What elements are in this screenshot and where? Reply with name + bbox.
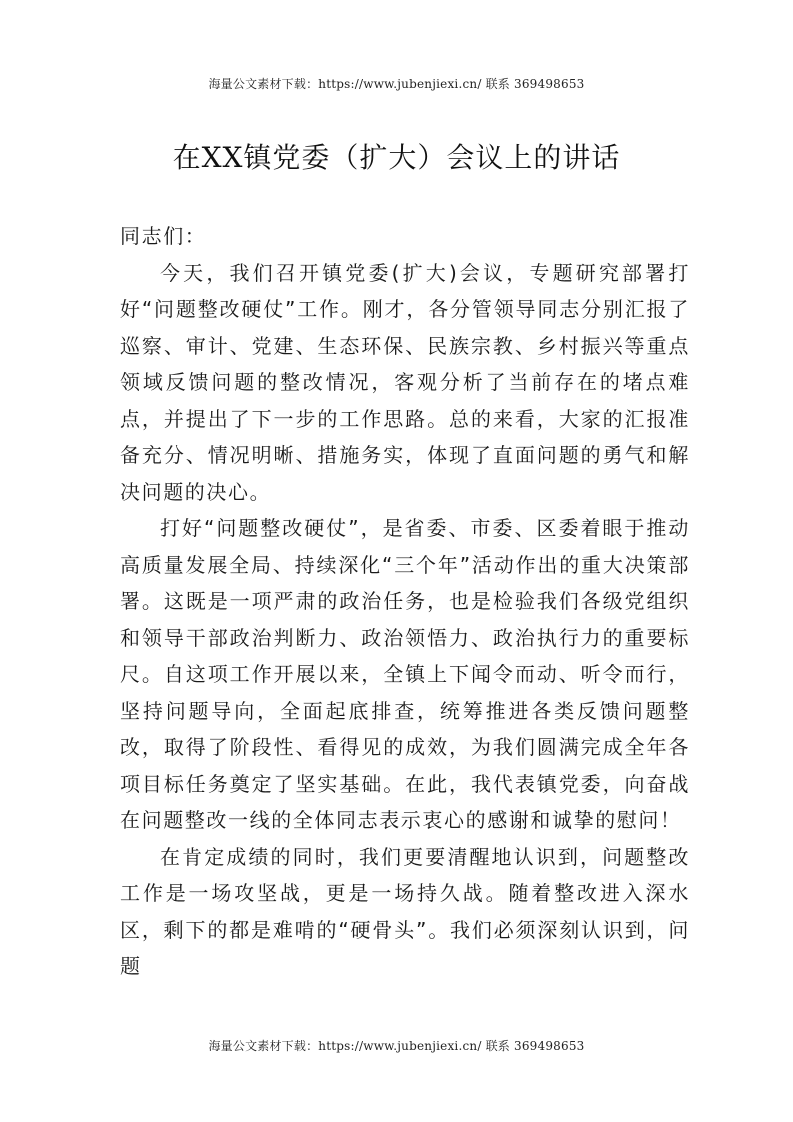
document-body <box>120 218 690 985</box>
greeting: 同志们： <box>120 224 207 248</box>
paragraph-2: 打好“问题整改硬仗”，是省委、市委、区委着眼于推动高质量发展全局、持续深化“三个年”活动作出的重大决策部署。这既是一项严肃的政治任务，也是检验我们各级党组织和领导干部政治判断力、政治领悟力、政治执行力的重要标尺。自这项工作开展以来，全镇上下闻令而动、听令而行，坚持问题导向，全面起底排查，统筹推进各类反馈问题整改，取得了阶段性、看得见的成效，为我们圆满完成全年各项目标任务奠定了坚实基础。在此，我代表镇党委，向奋战在问题整改一线的全体同志表示衷心的感谢和诚挚的慰问！ <box>120 516 690 832</box>
document-title: 在XX镇党委（扩大）会议上的讲话 <box>172 141 621 174</box>
page-footer-note: 海量公文素材下载：https://www.jubenjiexi.cn/ 联系 369498653 <box>208 1039 585 1053</box>
paragraph-3: 在肯定成绩的同时，我们更要清醒地认识到，问题整改工作是一场攻坚战，更是一场持久战。随着整改进入深水区，剩下的都是难啃的“硬骨头”。我们必须深刻认识到，问题 <box>120 844 690 978</box>
paragraph-1: 今天，我们召开镇党委(扩大)会议，专题研究部署打好“问题整改硬仗”工作。刚才，各分管领导同志分别汇报了巡察、审计、党建、生态环保、民族宗教、乡村振兴等重点领域反馈问题的整改情况，客观分析了当前存在的堵点难点，并提出了下一步的工作思路。总的来看，大家的汇报准备充分、情况明晰、措施务实，体现了直面问题的勇气和解决问题的决心。 <box>120 260 690 504</box>
page-header-note: 海量公文素材下载：https://www.jubenjiexi.cn/ 联系 369498653 <box>208 77 585 91</box>
